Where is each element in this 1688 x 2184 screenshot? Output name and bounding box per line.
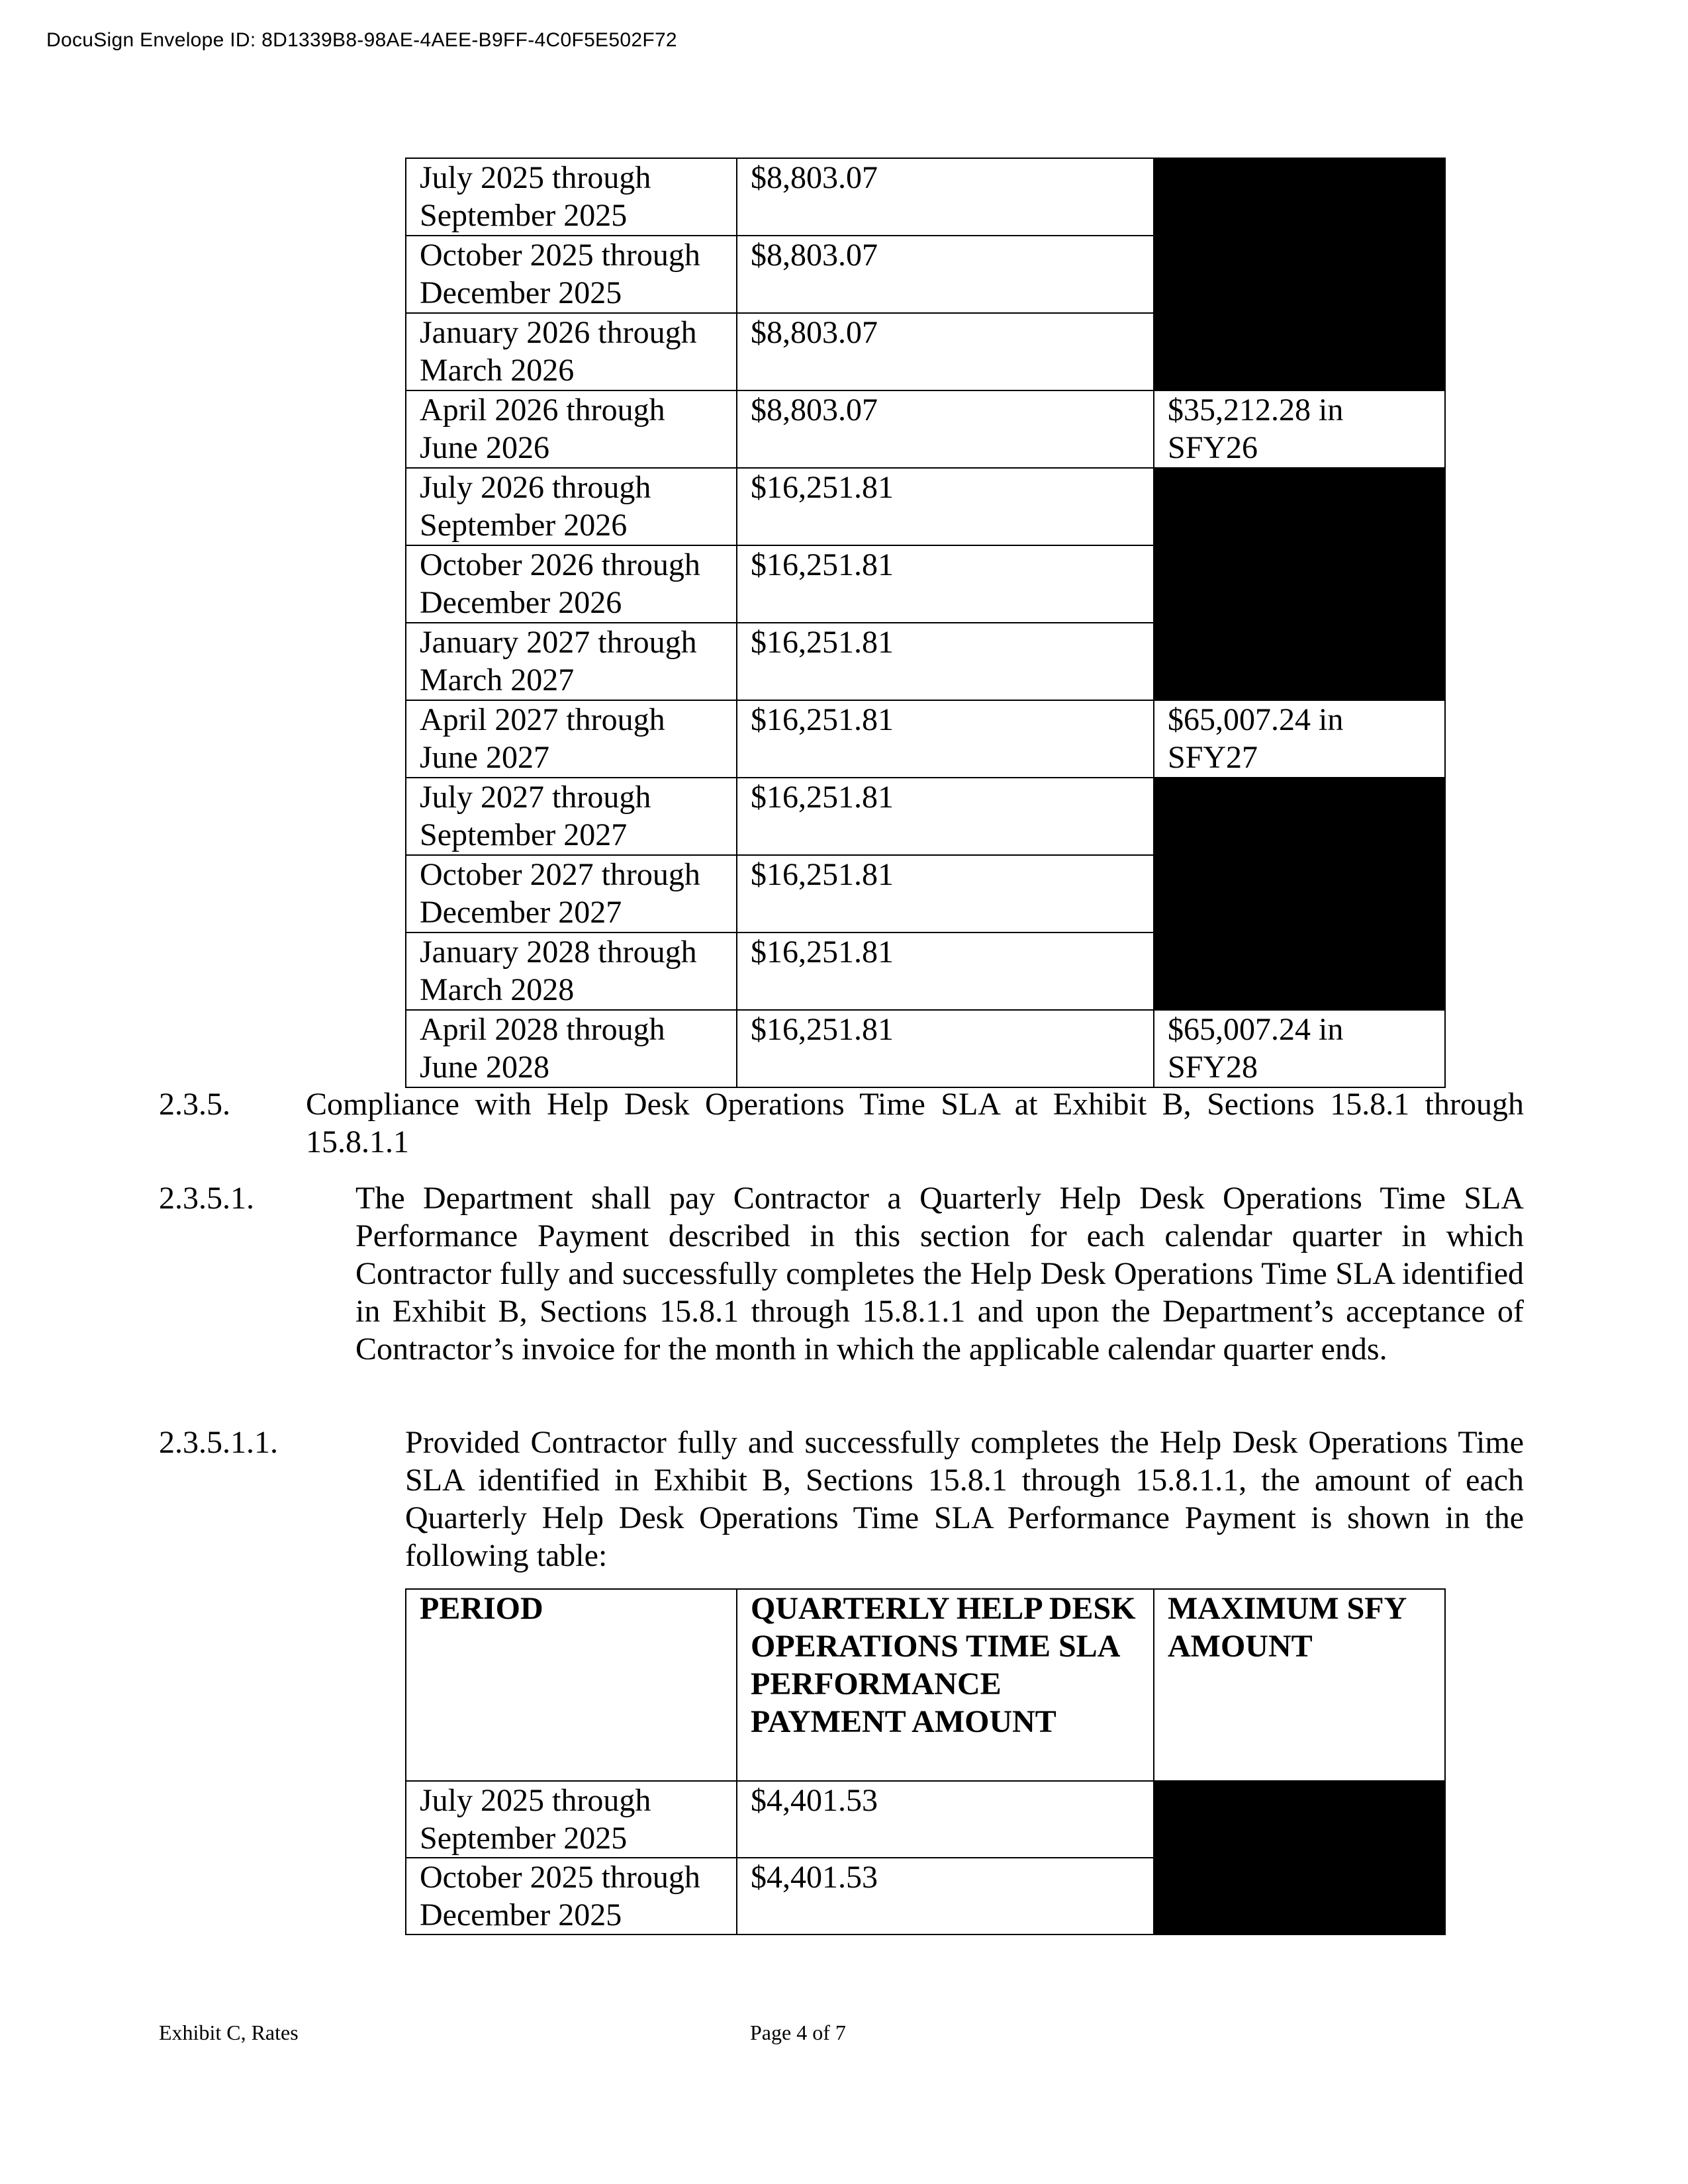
section-heading: Compliance with Help Desk Operations Time SLA at Exhibit B, Sections 15.8.1 through 15.8.1.1 <box>306 1087 1524 1160</box>
redacted-cell <box>1154 313 1445 390</box>
table-row <box>406 236 1445 313</box>
table-row <box>406 468 1445 545</box>
redacted-cell <box>1154 545 1445 623</box>
amount-cell: $16,251.81 <box>737 778 1154 855</box>
amount-cell: $4,401.53 <box>737 1781 1154 1858</box>
redacted-cell <box>1154 158 1445 236</box>
period-cell: January 2027 through March 2027 <box>406 623 737 700</box>
amount-cell: $16,251.81 <box>737 700 1154 778</box>
footer-document-title: Exhibit C, Rates <box>159 2021 299 2044</box>
period-cell: October 2027 through December 2027 <box>406 855 737 933</box>
section-paragraph: The Department shall pay Contractor a Quarterly Help Desk Operations Time SLA Performance Payment described in this section for each calendar quarter in which Contractor fully and successfully completes the Help Desk Operations Time SLA identified in Exhibit B, Sections 15.8.1 through 15.8.1.1 and upon the Department’s acceptance of Contractor’s invoice for the month in which the applicable calendar quarter ends. <box>355 1181 1524 1367</box>
period-cell: July 2026 through September 2026 <box>406 468 737 545</box>
period-cell: April 2026 through June 2026 <box>406 390 737 468</box>
table-row <box>406 313 1445 390</box>
amount-cell: $16,251.81 <box>737 468 1154 545</box>
amount-cell: $16,251.81 <box>737 545 1154 623</box>
redacted-cell <box>1154 855 1445 933</box>
section-paragraph: Provided Contractor fully and successfully completes the Help Desk Operations Time SLA identified in Exhibit B, Sections 15.8.1 through 15.8.1.1, the amount of each Quarterly Help Desk Operations Time SLA Performance Payment is shown in the following table: <box>405 1425 1524 1573</box>
redacted-cell <box>1154 933 1445 1010</box>
header-max-sfy-amount: MAXIMUM SFY AMOUNT <box>1154 1589 1445 1781</box>
amount-cell: $8,803.07 <box>737 390 1154 468</box>
amount-cell: $16,251.81 <box>737 855 1154 933</box>
redacted-cell <box>1154 1781 1445 1858</box>
table-row <box>406 1010 1445 1087</box>
period-cell: October 2025 through December 2025 <box>406 236 737 313</box>
table-row <box>406 700 1445 778</box>
amount-cell: $8,803.07 <box>737 158 1154 236</box>
quarterly-payment-table <box>405 158 1446 1088</box>
footer-page-number: Page 4 of 7 <box>750 2021 846 2044</box>
period-cell: July 2025 through September 2025 <box>406 158 737 236</box>
table-row <box>406 545 1445 623</box>
header-payment-amount: QUARTERLY HELP DESK OPERATIONS TIME SLA PERFORMANCE PAYMENT AMOUNT <box>737 1589 1154 1781</box>
section-number: 2.3.5.1. <box>159 1181 254 1216</box>
table-row <box>406 1858 1445 1934</box>
period-cell: April 2028 through June 2028 <box>406 1010 737 1087</box>
redacted-cell <box>1154 778 1445 855</box>
header-period: PERIOD <box>406 1589 737 1781</box>
period-cell: January 2028 through March 2028 <box>406 933 737 1010</box>
amount-cell: $16,251.81 <box>737 933 1154 1010</box>
redacted-cell <box>1154 623 1445 700</box>
help-desk-payment-table <box>405 1588 1446 1935</box>
amount-cell: $4,401.53 <box>737 1858 1154 1934</box>
redacted-cell <box>1154 468 1445 545</box>
section-number: 2.3.5.1.1. <box>159 1425 278 1460</box>
sfy-total-cell: $65,007.24 in SFY27 <box>1154 700 1445 778</box>
table-row <box>406 1781 1445 1858</box>
amount-cell: $16,251.81 <box>737 623 1154 700</box>
period-cell: July 2025 through September 2025 <box>406 1781 737 1858</box>
table-header-row <box>406 1589 1445 1781</box>
period-cell: January 2026 through March 2026 <box>406 313 737 390</box>
sfy-total-cell: $65,007.24 in SFY28 <box>1154 1010 1445 1087</box>
table-row <box>406 778 1445 855</box>
amount-cell: $16,251.81 <box>737 1010 1154 1087</box>
period-cell: April 2027 through June 2027 <box>406 700 737 778</box>
section-number: 2.3.5. <box>159 1087 230 1122</box>
period-cell: July 2027 through September 2027 <box>406 778 737 855</box>
table-row <box>406 158 1445 236</box>
table-row <box>406 933 1445 1010</box>
sfy-total-cell: $35,212.28 in SFY26 <box>1154 390 1445 468</box>
amount-cell: $8,803.07 <box>737 313 1154 390</box>
docusign-envelope-id: DocuSign Envelope ID: 8D1339B8-98AE-4AEE-B9FF-4C0F5E502F72 <box>46 29 677 51</box>
amount-cell: $8,803.07 <box>737 236 1154 313</box>
redacted-cell <box>1154 236 1445 313</box>
table-row <box>406 855 1445 933</box>
period-cell: October 2025 through December 2025 <box>406 1858 737 1934</box>
table-row <box>406 390 1445 468</box>
table-row <box>406 623 1445 700</box>
redacted-cell <box>1154 1858 1445 1934</box>
period-cell: October 2026 through December 2026 <box>406 545 737 623</box>
